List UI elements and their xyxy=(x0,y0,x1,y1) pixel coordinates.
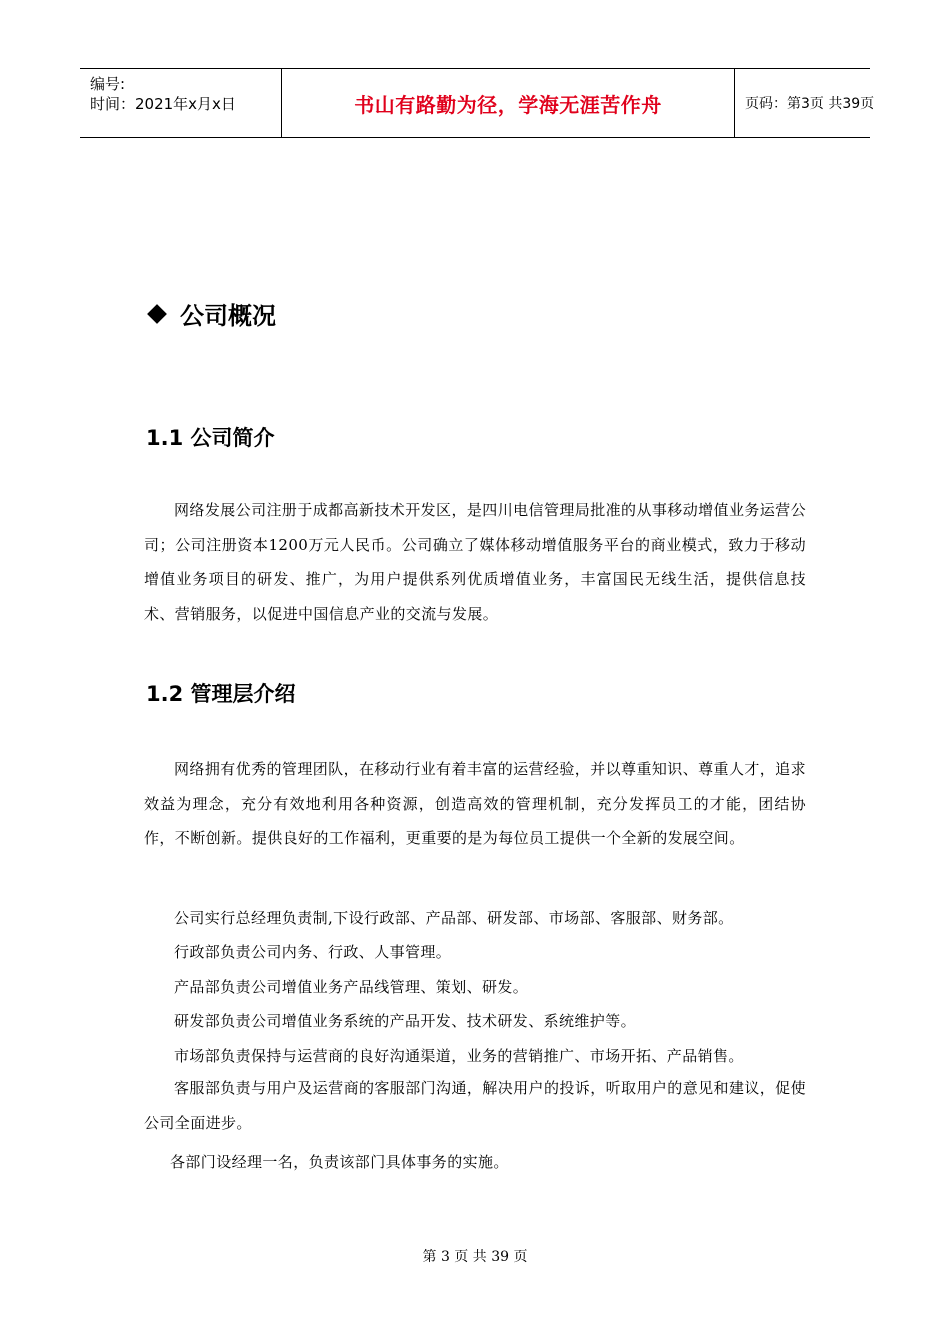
main-heading-text: 公司概况 xyxy=(180,302,276,330)
org-structure-line: 公司实行总经理负责制,下设行政部、产品部、研发部、市场部、客服部、财务部。 xyxy=(174,909,734,927)
document-header xyxy=(80,68,875,138)
header-page-info: 页码：第3页 共39页 xyxy=(745,96,875,112)
diamond-bullet-icon xyxy=(147,304,167,324)
rd-dept-line: 研发部负责公司增值业务系统的产品开发、技术研发、系统维护等。 xyxy=(174,1012,637,1030)
admin-dept-line: 行政部负责公司内务、行政、人事管理。 xyxy=(174,943,452,961)
manager-line: 各部门设经理一名，负责该部门具体事务的实施。 xyxy=(170,1153,509,1171)
document-number: 编号: xyxy=(90,75,126,93)
header-page-cell xyxy=(735,69,875,137)
main-heading xyxy=(146,296,276,331)
document-time: 时间：2021年x月x日 xyxy=(90,95,236,113)
header-motto: 书山有路勤为径，学海无涯苦作舟 xyxy=(354,92,662,117)
product-dept-line: 产品部负责公司增值业务产品线管理、策划、研发。 xyxy=(174,978,529,996)
section-2-heading: 1.2 管理层介绍 xyxy=(146,682,296,706)
page-footer: 第 3 页 共 39 页 xyxy=(422,1249,528,1265)
section-1-heading: 1.1 公司简介 xyxy=(146,426,275,450)
header-motto-cell xyxy=(282,69,735,137)
header-meta-cell xyxy=(80,69,282,137)
marketing-dept-line: 市场部负责保持与运营商的良好沟通渠道，业务的营销推广、市场开拓、产品销售。 xyxy=(174,1047,744,1065)
section-1-paragraph: 网络发展公司注册于成都高新技术开发区，是四川电信管理局批准的从事移动增值业务运营公司；公司注册资本1200万元人民币。公司确立了媒体移动增值服务平台的商业模式，致力于移动增值业务项目的研发、推广，为用户提供系列优质增值业务，丰富国民无线生活，提供信息技术、营销服务，以促进中国信息产业的交流与发展。 xyxy=(144,501,806,623)
service-dept-paragraph: 客服部负责与用户及运营商的客服部门沟通，解决用户的投诉，听取用户的意见和建议，促使公司全面进步。 xyxy=(144,1079,806,1132)
section-2-paragraph: 网络拥有优秀的管理团队，在移动行业有着丰富的运营经验，并以尊重知识、尊重人才，追求效益为理念，充分有效地利用各种资源，创造高效的管理机制，充分发挥员工的才能，团结协作，不断创新。提供良好的工作福利，更重要的是为每位员工提供一个全新的发展空间。 xyxy=(144,760,806,847)
